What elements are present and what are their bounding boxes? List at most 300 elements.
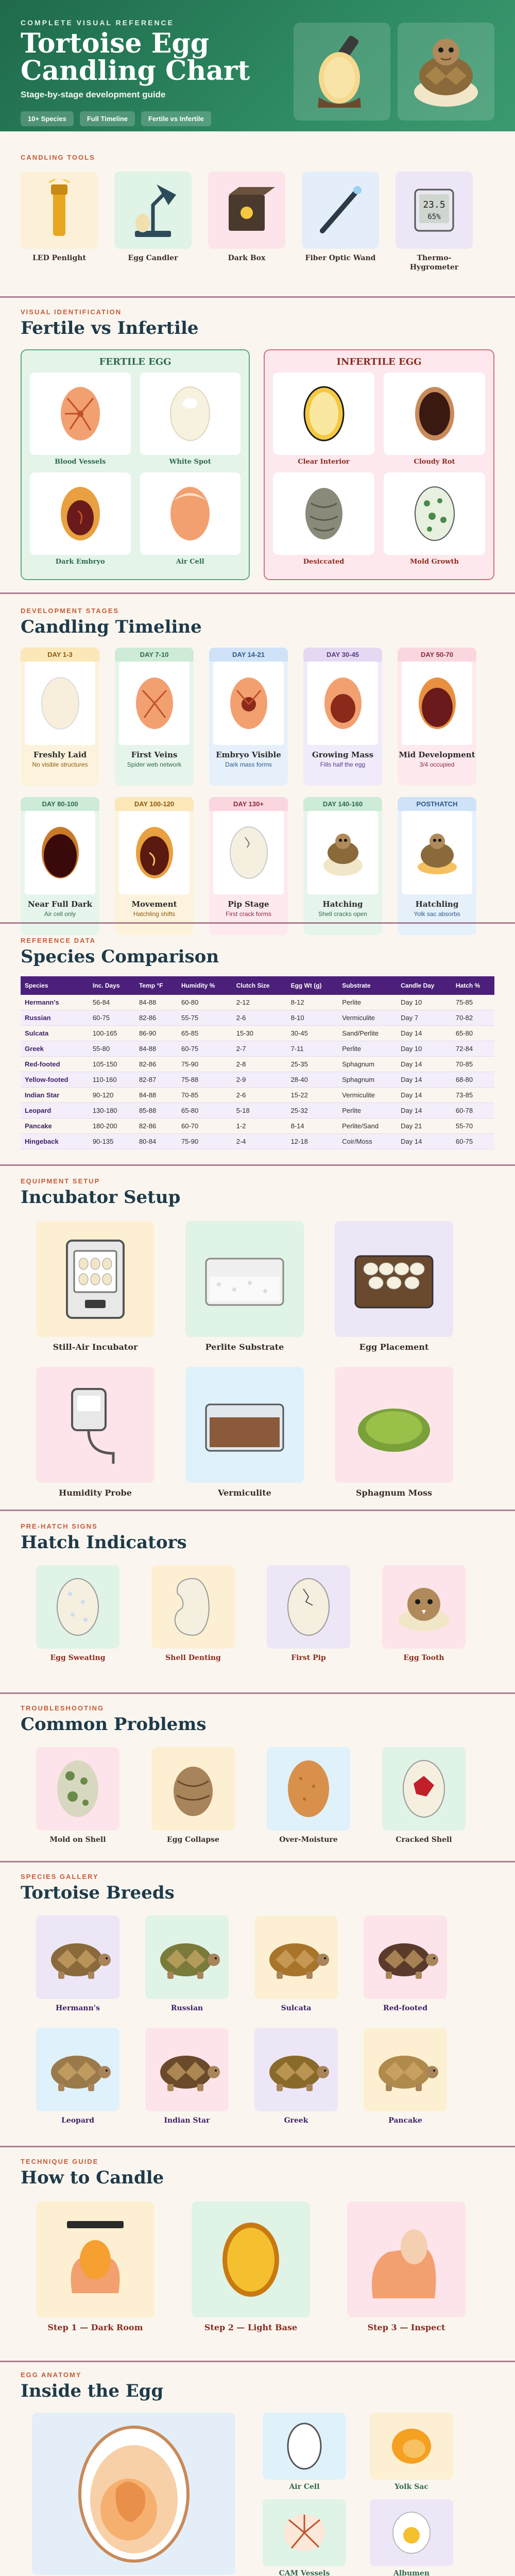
hatchling-icon <box>405 30 487 113</box>
breeds-grid <box>21 1916 494 2125</box>
table-cell: 105-150 <box>89 1057 135 1072</box>
timeline-day: DAY 140-160 <box>303 797 382 811</box>
table-cell: Sulcata <box>21 1026 89 1041</box>
table-cell: 82-86 <box>135 1118 177 1134</box>
section-divider <box>0 296 515 298</box>
table-column-header: Egg Wt (g) <box>287 976 338 995</box>
fertile-caption: White Spot <box>169 458 211 466</box>
timeline-grid <box>21 648 494 946</box>
stage-egg-icon <box>226 822 272 884</box>
table-cell: Sand/Perlite <box>338 1026 397 1041</box>
perlite-tray-icon <box>198 1246 291 1313</box>
incubator-item <box>335 1221 453 1352</box>
table-cell: 60-75 <box>177 1041 232 1057</box>
tortoise-icon <box>369 1931 441 1983</box>
table-cell: 12-18 <box>287 1134 338 1149</box>
hatch-caption: Egg Tooth <box>403 1654 444 1662</box>
breed-item <box>145 1916 229 2013</box>
table-cell: 60-75 <box>452 1134 494 1149</box>
anatomy-part <box>370 2499 453 2576</box>
timeline-day: DAY 80-100 <box>21 797 99 811</box>
anatomy-caption: Albumen <box>393 2569 430 2576</box>
table-row <box>21 1088 494 1103</box>
table-cell: 8-12 <box>287 995 338 1010</box>
table-cell: Leopard <box>21 1103 89 1118</box>
fertile-panel <box>21 349 250 580</box>
table-cell: Vermiculite <box>338 1010 397 1026</box>
candle-step <box>192 2201 310 2333</box>
stage-egg-icon <box>37 672 83 734</box>
timeline-card <box>303 797 382 935</box>
table-cell: 72-84 <box>452 1041 494 1057</box>
timeline-card <box>209 797 288 935</box>
timeline-day: DAY 100-120 <box>115 797 194 811</box>
table-cell: 65-80 <box>177 1103 232 1118</box>
timeline-day: DAY 30-45 <box>303 648 382 662</box>
table-cell: 55-70 <box>452 1118 494 1134</box>
fertile-label: VISUAL IDENTIFICATION <box>21 308 122 316</box>
section-divider <box>0 1164 515 1166</box>
incubator-label: EQUIPMENT SETUP <box>21 1177 100 1185</box>
hatch-item <box>382 1565 466 1663</box>
fertile-caption: Air Cell <box>176 558 204 566</box>
table-cell: 70-82 <box>452 1010 494 1026</box>
hatch-item <box>151 1565 235 1663</box>
tool-dark-box <box>208 172 285 272</box>
tool-label: LED Penlight <box>32 254 86 262</box>
timeline-stage-title: Movement <box>131 900 177 909</box>
candle-step <box>36 2201 154 2333</box>
timeline-stage-sub: Fills half the egg <box>320 761 366 768</box>
anatomy-part <box>263 2499 346 2576</box>
air-cell-egg-icon <box>167 483 213 545</box>
table-cell: 86-90 <box>135 1026 177 1041</box>
table-cell: 85-88 <box>135 1103 177 1118</box>
timeline-card <box>21 797 99 935</box>
table-cell: 84-88 <box>135 995 177 1010</box>
incubator-item <box>185 1367 304 1498</box>
stage-egg-icon <box>414 672 460 734</box>
breed-caption: Red-footed <box>383 2004 427 2012</box>
incubator-caption: Perlite Substrate <box>205 1342 284 1352</box>
incubator-item <box>36 1221 154 1352</box>
table-cell: 90-135 <box>89 1134 135 1149</box>
timeline-card <box>398 797 476 935</box>
problems-section <box>0 1704 515 1845</box>
timeline-stage-title: First Veins <box>131 750 178 759</box>
table-cell: 82-86 <box>135 1010 177 1026</box>
breed-item <box>364 2028 447 2126</box>
stage-egg-icon <box>131 672 178 734</box>
anatomy-part <box>370 2413 453 2492</box>
table-cell: 90-120 <box>89 1088 135 1103</box>
candle-label: TECHNIQUE GUIDE <box>21 2158 99 2165</box>
tool-tile <box>302 172 379 249</box>
breed-caption: Russian <box>170 2004 203 2012</box>
fertile-title: Fertile vs Infertile <box>21 318 199 338</box>
breed-item <box>36 2028 119 2126</box>
mold-egg-icon <box>411 483 458 545</box>
candle-title: How to Candle <box>21 2167 164 2188</box>
title-line-1: Tortoise Egg <box>21 28 210 59</box>
vermiculite-tray-icon <box>198 1392 291 1459</box>
timeline-card <box>115 797 194 935</box>
section-divider <box>0 592 515 594</box>
infertile-item <box>273 472 374 566</box>
candle-step <box>347 2201 466 2333</box>
table-cell: 180-200 <box>89 1118 135 1134</box>
stage-egg-icon <box>37 822 83 884</box>
timeline-day: DAY 130+ <box>209 797 288 811</box>
fertile-caption: Blood Vessels <box>55 458 106 466</box>
breed-item <box>145 2028 229 2126</box>
table-cell: 60-75 <box>89 1010 135 1026</box>
table-cell: 2-9 <box>232 1072 287 1088</box>
table-cell: 15-22 <box>287 1088 338 1103</box>
table-cell: 100-165 <box>89 1026 135 1041</box>
breed-item <box>364 1916 447 2013</box>
table-row <box>21 1118 494 1134</box>
incubator-item <box>36 1367 154 1498</box>
tool-label: Thermo-Hygrometer <box>409 254 459 272</box>
table-cell: 28-40 <box>287 1072 338 1088</box>
breed-tile <box>36 1916 119 1999</box>
breed-caption: Leopard <box>61 2116 95 2125</box>
timeline-stage-title: Hatching <box>322 900 363 909</box>
table-cell: 8-10 <box>287 1010 338 1026</box>
table-cell: Day 14 <box>397 1134 452 1149</box>
fertile-item <box>30 372 131 466</box>
table-cell: Sphagnum <box>338 1072 397 1088</box>
problem-item <box>267 1747 350 1845</box>
yolk-sac-icon <box>386 2420 437 2472</box>
pill-timeline: Full Timeline <box>80 111 135 126</box>
section-divider <box>0 2146 515 2147</box>
hero-candling-egg <box>294 23 390 121</box>
incubator-caption: Humidity Probe <box>59 1488 132 1498</box>
table-body <box>21 995 494 1149</box>
timeline-card <box>398 648 476 786</box>
timeline-stage-sub: Shell cracks open <box>318 910 367 918</box>
tool-fiber-wand <box>302 172 379 272</box>
tortoise-icon <box>151 1931 223 1983</box>
infertile-heading: INFERTILE EGG <box>336 357 422 367</box>
table-cell: 2-7 <box>232 1041 287 1057</box>
incubator-icon <box>57 1235 134 1323</box>
egg-tooth-icon <box>393 1576 455 1638</box>
tortoise-icon <box>42 1931 114 1983</box>
table-row <box>21 1041 494 1057</box>
timeline-section <box>0 607 515 946</box>
air-cell-icon <box>284 2420 325 2472</box>
table-cell: Perlite/Sand <box>338 1118 397 1134</box>
table-cell: Russian <box>21 1010 89 1026</box>
species-section <box>0 937 515 1149</box>
table-cell: 82-87 <box>135 1072 177 1088</box>
table-column-header: Substrate <box>338 976 397 995</box>
breed-caption: Greek <box>284 2116 308 2125</box>
timeline-stage-sub: First crack forms <box>226 910 271 918</box>
table-row <box>21 1010 494 1026</box>
timeline-card <box>115 648 194 786</box>
header-eyebrow: COMPLETE VISUAL REFERENCE <box>21 19 174 27</box>
table-cell: 5-18 <box>232 1103 287 1118</box>
hand-candling-icon <box>303 30 381 113</box>
infertile-panel <box>264 349 494 580</box>
section-divider <box>0 922 515 924</box>
table-cell: 56-84 <box>89 995 135 1010</box>
cross-section-tile <box>32 2413 235 2575</box>
incubator-item <box>335 1367 453 1498</box>
lamp-icon <box>125 179 181 241</box>
timeline-stage-title: Embryo Visible <box>216 750 281 759</box>
timeline-image <box>119 662 190 745</box>
egg-cross-section-icon <box>72 2422 196 2566</box>
table-cell: 2-8 <box>232 1057 287 1072</box>
table-column-header: Temp °F <box>135 976 177 995</box>
timeline-image <box>402 811 472 894</box>
anatomy-section <box>0 2371 515 2576</box>
table-cell: Hingeback <box>21 1134 89 1149</box>
table-cell: 130-180 <box>89 1103 135 1118</box>
readout-temp: 23.5 <box>423 199 445 210</box>
breed-caption: Pancake <box>388 2116 422 2125</box>
anatomy-caption: Air Cell <box>289 2483 320 2491</box>
fertile-item <box>140 472 241 566</box>
table-cell: Day 10 <box>397 1041 452 1057</box>
breed-tile <box>145 2028 229 2111</box>
table-cell: Day 14 <box>397 1026 452 1041</box>
table-row <box>21 1026 494 1041</box>
table-cell: 68-80 <box>452 1072 494 1088</box>
tool-candler <box>114 172 192 272</box>
problem-caption: Cracked Shell <box>396 1836 452 1844</box>
table-column-header: Humidity % <box>177 976 232 995</box>
table-cell: 2-12 <box>232 995 287 1010</box>
hatch-title: Hatch Indicators <box>21 1532 187 1553</box>
hero-hatchling <box>398 23 494 121</box>
stage-egg-icon <box>226 672 272 734</box>
infertile-caption: Clear Interior <box>298 458 350 466</box>
timeline-stage-title: Mid Development <box>399 750 475 759</box>
tool-tile <box>208 172 285 249</box>
timeline-image <box>213 811 284 894</box>
breed-tile <box>36 2028 119 2111</box>
anatomy-label: EGG ANATOMY <box>21 2371 82 2379</box>
table-cell: Day 14 <box>397 1103 452 1118</box>
table-cell: Red-footed <box>21 1057 89 1072</box>
incubator-item <box>185 1221 304 1352</box>
infertile-item <box>273 372 374 466</box>
header <box>0 0 515 131</box>
table-column-header: Inc. Days <box>89 976 135 995</box>
candle-caption: Step 1 — Dark Room <box>47 2323 143 2332</box>
infertile-item <box>384 472 485 566</box>
table-cell: Day 14 <box>397 1088 452 1103</box>
candle-section <box>0 2158 515 2333</box>
clear-egg-icon <box>301 383 347 445</box>
stage-egg-icon <box>320 822 366 884</box>
problem-caption: Mold on Shell <box>49 1836 106 1844</box>
timeline-stage-sub: No visible structures <box>32 761 88 768</box>
breed-tile <box>254 2028 338 2111</box>
section-divider <box>0 1692 515 1694</box>
incubator-caption: Egg Placement <box>359 1342 429 1352</box>
desiccated-egg-icon <box>301 483 347 545</box>
timeline-day: DAY 14-21 <box>209 648 288 662</box>
timeline-image <box>307 811 378 894</box>
hatch-section <box>0 1522 515 1663</box>
penlight-icon <box>44 179 75 241</box>
pip-egg-icon <box>283 1573 334 1640</box>
dented-egg-icon <box>167 1573 219 1640</box>
timeline-stage-sub: Air cell only <box>44 910 76 918</box>
section-divider <box>0 2361 515 2362</box>
species-label: REFERENCE DATA <box>21 937 96 944</box>
table-cell: 73-85 <box>452 1088 494 1103</box>
infertile-item <box>384 372 485 466</box>
table-cell: 60-78 <box>452 1103 494 1118</box>
fertile-item <box>30 472 131 566</box>
dark-embryo-egg-icon <box>57 483 104 545</box>
infertile-caption: Cloudy Rot <box>414 458 455 466</box>
table-row <box>21 1134 494 1149</box>
timeline-stage-title: Pip Stage <box>228 900 269 909</box>
hatch-label: PRE-HATCH SIGNS <box>21 1522 98 1530</box>
table-cell: Indian Star <box>21 1088 89 1103</box>
stage-egg-icon <box>131 822 178 884</box>
timeline-stage-title: Hatchling <box>415 900 459 909</box>
incubator-caption: Sphagnum Moss <box>355 1488 433 1498</box>
species-table <box>21 976 494 1149</box>
table-cell: 80-84 <box>135 1134 177 1149</box>
problem-caption: Over-Moisture <box>279 1836 338 1844</box>
table-column-header: Candle Day <box>397 976 452 995</box>
timeline-stage-title: Freshly Laid <box>33 750 87 759</box>
table-cell: 15-30 <box>232 1026 287 1041</box>
table-cell: 75-90 <box>177 1057 232 1072</box>
tool-label: Fiber Optic Wand <box>305 254 376 262</box>
header-subtitle: Stage-by-stage development guide <box>21 90 166 100</box>
timeline-title: Candling Timeline <box>21 617 202 637</box>
thermometer-icon <box>406 182 462 239</box>
fertile-section <box>0 308 515 338</box>
tortoise-icon <box>151 2044 223 2095</box>
problems-title: Common Problems <box>21 1714 207 1735</box>
table-cell: 8-14 <box>287 1118 338 1134</box>
table-cell: 82-86 <box>135 1057 177 1072</box>
problems-label: TROUBLESHOOTING <box>21 1704 105 1712</box>
timeline-card <box>209 648 288 786</box>
timeline-stage-sub: Dark mass forms <box>225 761 272 768</box>
table-cell: Coir/Moss <box>338 1134 397 1149</box>
hatch-item <box>267 1565 350 1663</box>
fertile-heading: FERTILE EGG <box>99 357 171 367</box>
timeline-stage-title: Growing Mass <box>312 750 374 759</box>
problem-item <box>36 1747 119 1845</box>
tortoise-icon <box>369 2044 441 2095</box>
timeline-image <box>119 811 190 894</box>
table-cell: 65-80 <box>452 1026 494 1041</box>
table-cell: 75-88 <box>177 1072 232 1088</box>
table-cell: Sphagnum <box>338 1057 397 1072</box>
problem-caption: Egg Collapse <box>167 1836 219 1844</box>
timeline-day: DAY 50-70 <box>398 648 476 662</box>
hatch-caption: Shell Denting <box>165 1654 221 1662</box>
timeline-stage-sub: Hatchling shifts <box>133 910 176 918</box>
pill-species: 10+ Species <box>21 111 74 126</box>
breed-tile <box>364 1916 447 1999</box>
table-cell: 70-85 <box>452 1057 494 1072</box>
readout-humidity: 65% <box>427 213 441 221</box>
incubator-section <box>0 1177 515 1498</box>
anatomy-part <box>263 2413 346 2492</box>
table-header-row <box>21 976 494 995</box>
table-cell: 30-45 <box>287 1026 338 1041</box>
species-title: Species Comparison <box>21 946 219 967</box>
table-cell: Perlite <box>338 1041 397 1057</box>
table-cell: 55-75 <box>177 1010 232 1026</box>
table-cell: Yellow-footed <box>21 1072 89 1088</box>
tool-label: Dark Box <box>228 254 266 262</box>
blood-vessels-egg-icon <box>57 383 104 445</box>
timeline-image <box>25 662 95 745</box>
table-cell: 75-90 <box>177 1134 232 1149</box>
breed-item <box>254 2028 338 2126</box>
incubator-caption: Vermiculite <box>218 1488 271 1498</box>
breeds-title: Tortoise Breeds <box>21 1883 175 1903</box>
breeds-label: SPECIES GALLERY <box>21 1873 99 1880</box>
breed-item <box>36 1916 119 2013</box>
anatomy-caption: Yolk Sac <box>394 2483 428 2491</box>
timeline-stage-sub: Spider web network <box>127 761 182 768</box>
table-cell: 60-80 <box>177 995 232 1010</box>
problem-item <box>151 1747 235 1845</box>
cam-vessels-icon <box>279 2507 330 2558</box>
tool-tile <box>21 172 98 249</box>
anatomy-title: Inside the Egg <box>21 2381 164 2401</box>
timeline-card <box>303 648 382 786</box>
table-cell: 70-85 <box>177 1088 232 1103</box>
table-cell: Pancake <box>21 1118 89 1134</box>
tool-label: Egg Candler <box>128 254 178 262</box>
table-cell: Day 21 <box>397 1118 452 1134</box>
sweating-egg-icon <box>52 1573 104 1640</box>
table-cell: Day 14 <box>397 1072 452 1088</box>
timeline-image <box>307 662 378 745</box>
box-icon <box>218 182 275 239</box>
tool-tile <box>114 172 192 249</box>
tortoise-icon <box>260 2044 332 2095</box>
breeds-section <box>0 1873 515 2125</box>
table-cell: Hermann's <box>21 995 89 1010</box>
infertile-caption: Mold Growth <box>410 558 459 566</box>
table-cell: Day 10 <box>397 995 452 1010</box>
timeline-image <box>402 662 472 745</box>
timeline-image <box>25 811 95 894</box>
timeline-label: DEVELOPMENT STAGES <box>21 607 119 615</box>
infertile-caption: Desiccated <box>303 558 345 566</box>
hatch-caption: Egg Sweating <box>50 1654 106 1662</box>
table-cell: Greek <box>21 1041 89 1057</box>
collapsed-egg-icon <box>167 1755 219 1822</box>
table-cell: 7-11 <box>287 1041 338 1057</box>
table-cell: Vermiculite <box>338 1088 397 1103</box>
breed-caption: Hermann's <box>56 2004 100 2012</box>
timeline-image <box>213 662 284 745</box>
pill-fertile: Fertile vs Infertile <box>141 111 211 126</box>
tortoise-icon <box>42 2044 114 2095</box>
